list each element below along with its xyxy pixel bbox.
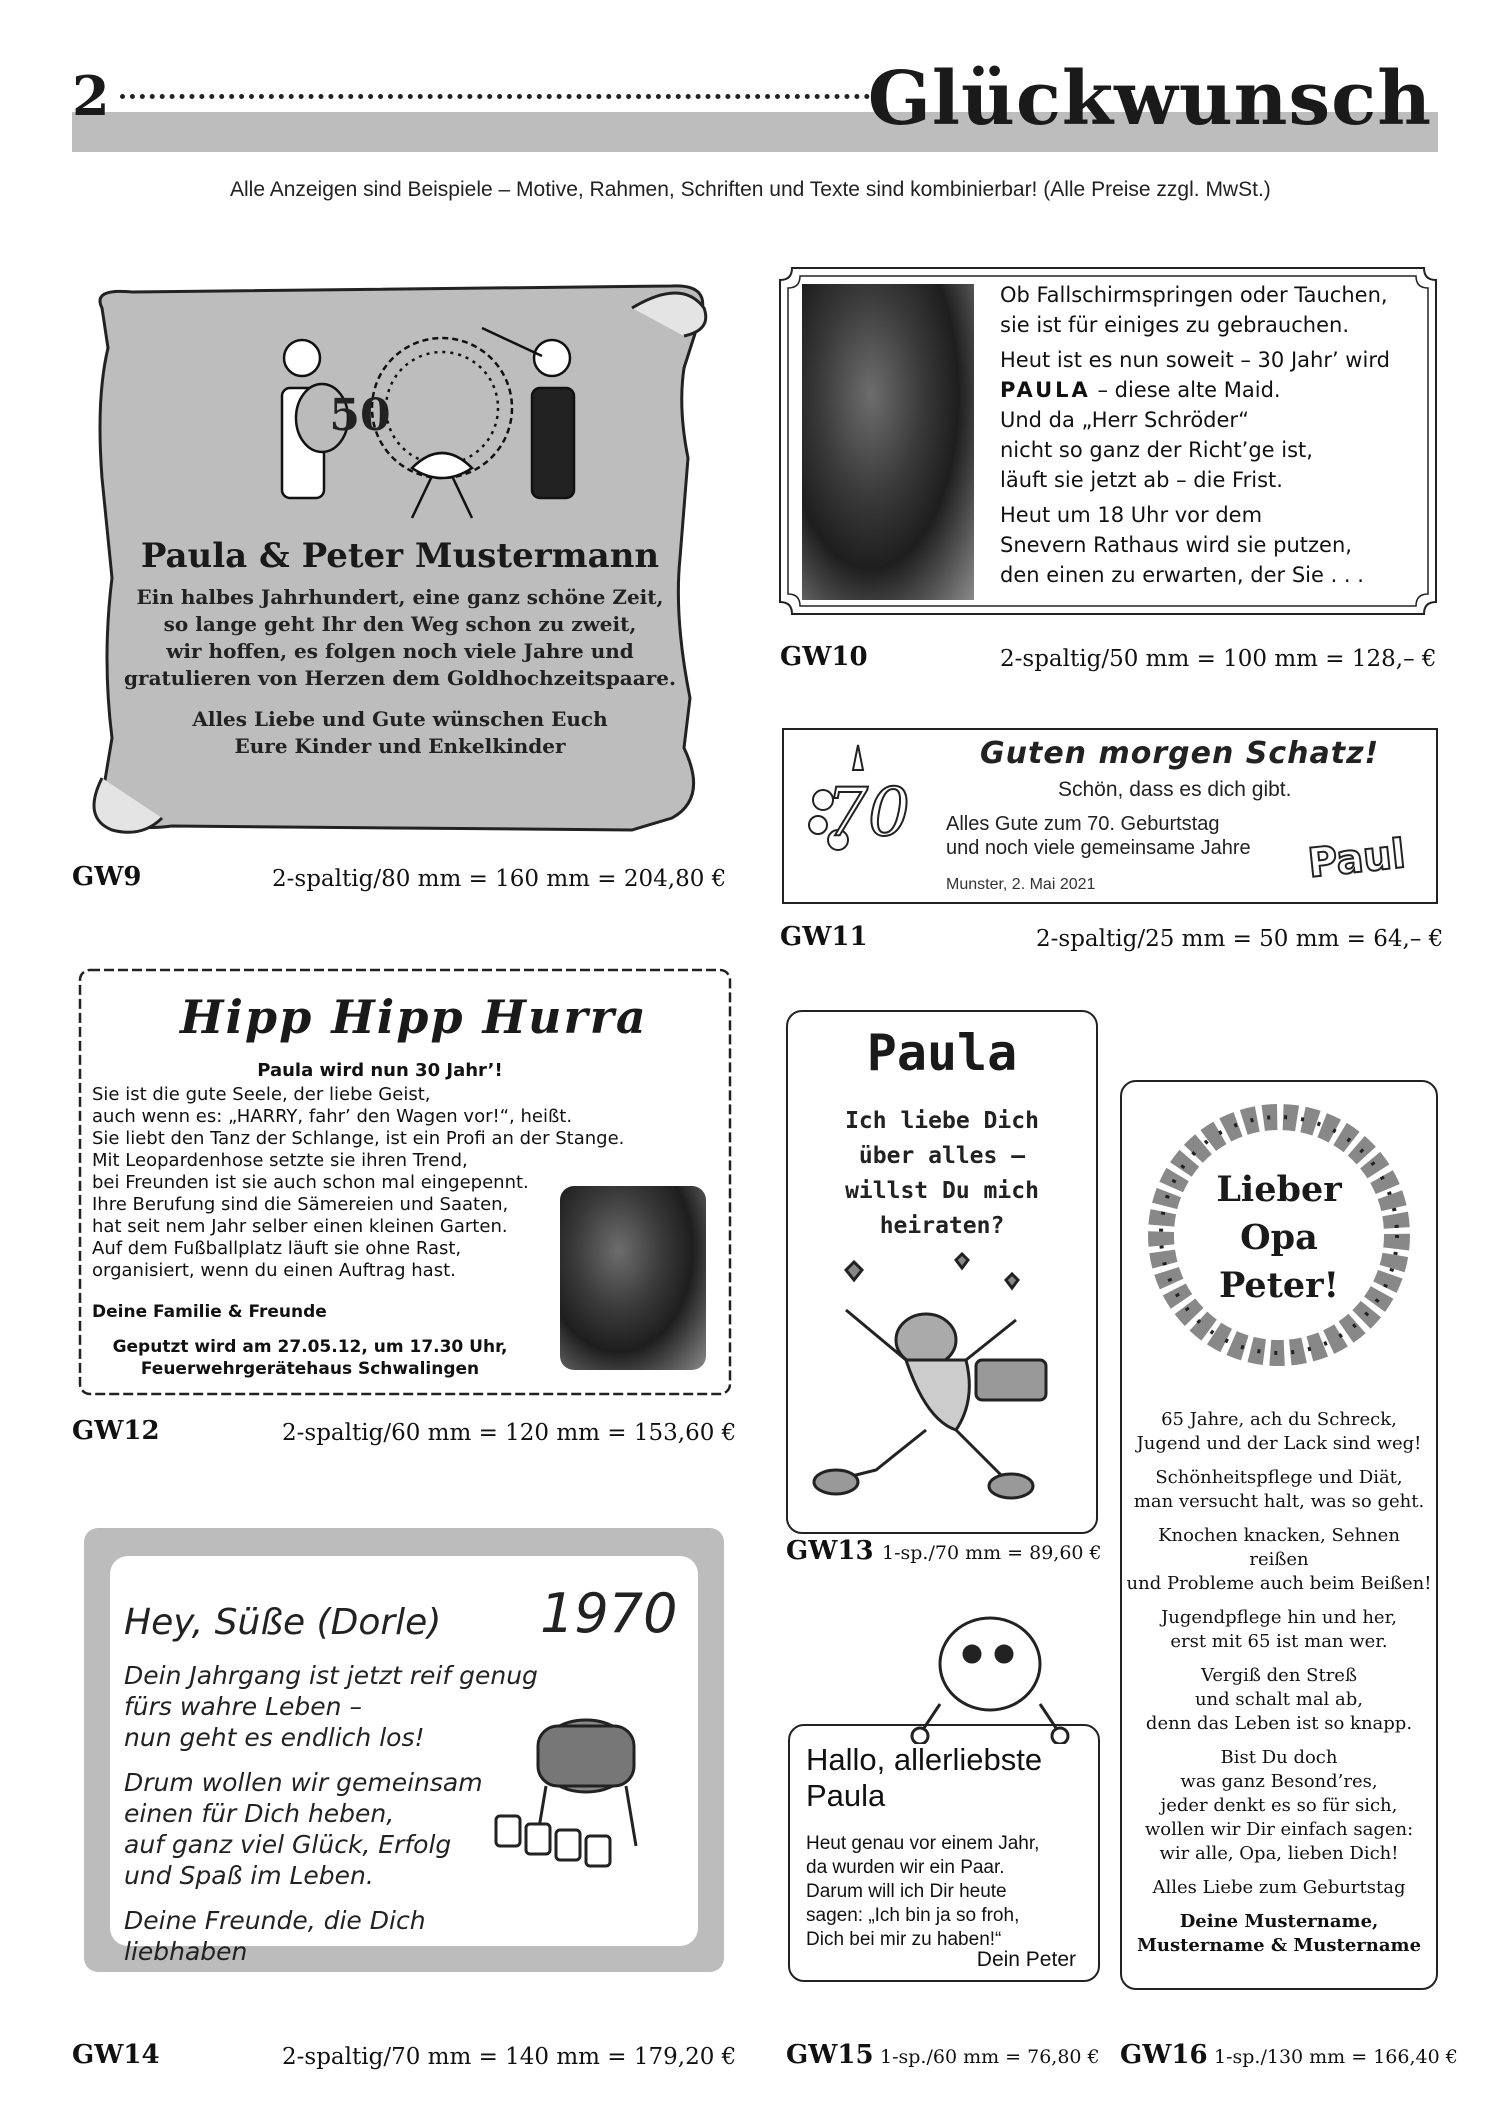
gw12-line: Auf dem Fußballplatz läuft sie ohne Rast, <box>92 1238 462 1259</box>
gw9-line: wir hoffen, es folgen noch viele Jahre und <box>166 639 634 663</box>
gw12-line: Ihre Berufung sind die Sämereien und Saaten, <box>92 1194 509 1215</box>
gw15-headline-line: Paula <box>806 1778 886 1813</box>
gw14-poem <box>124 1660 544 1981</box>
gw16-signature-line: Deine Mustername, <box>1179 1911 1379 1932</box>
gw9-price: 2-spaltig/80 mm = 160 mm = 204,80 € <box>272 866 727 892</box>
gw12-signature: Deine Familie & Freunde <box>92 1302 327 1322</box>
gw16-line: jeder denkt es so für sich, <box>1160 1795 1398 1816</box>
gw13-message <box>786 1104 1098 1244</box>
gw9-closing <box>110 706 690 760</box>
gw14-line: auf ganz viel Glück, Erfolg <box>124 1830 452 1859</box>
gw11-code: GW11 <box>780 922 868 952</box>
gw16-line: Jugendpflege hin und her, <box>1161 1607 1397 1628</box>
gw15-code: GW15 <box>786 2040 874 2070</box>
gw13-line: Ich liebe Dich <box>845 1108 1039 1134</box>
jumping-figure-illustration <box>806 1250 1076 1510</box>
gw16-wreath-text <box>1120 1166 1438 1310</box>
gw16-closing: Alles Liebe zum Geburtstag <box>1152 1877 1406 1898</box>
gw12-line: bei Freunden ist sie auch schon mal eingepennt. <box>92 1172 529 1193</box>
gw13-name: Paula <box>866 1024 1018 1082</box>
gw11-lines <box>946 812 1251 860</box>
flower-bouquet-icon <box>798 740 918 860</box>
page-title: Glückwunsch <box>867 56 1432 142</box>
page-subtitle: Alle Anzeigen sind Beispiele – Motive, Rahmen, Schriften und Texte sind kombinierbar! (Alle Preise zzgl. MwSt.) <box>230 178 1271 201</box>
gw16-line: wir alle, Opa, lieben Dich! <box>1159 1843 1399 1864</box>
gw10-name: PAULA <box>1000 378 1091 402</box>
gw15-price: 1-sp./60 mm = 76,80 € <box>880 2046 1100 2068</box>
gw14-headline: Hey, Süße (Dorle) <box>124 1602 442 1643</box>
gw12-line: organisiert, wenn du einen Auftrag hast. <box>92 1260 456 1281</box>
page-number: 2 <box>72 64 110 128</box>
gw14-line: und Spaß im Leben. <box>124 1861 374 1890</box>
gw15-poem <box>806 1832 1092 1952</box>
gw14-line: nun geht es endlich los! <box>124 1723 425 1752</box>
gw10-line: Ob Fallschirmspringen oder Tauchen, <box>1000 283 1388 307</box>
gw13-line: willst Du mich <box>845 1178 1039 1204</box>
gw14-year: 1970 <box>540 1582 678 1645</box>
gw15-line: Dich bei mir zu haben!“ <box>806 1929 1002 1950</box>
gw12-line: Mit Leopardenhose setzte sie ihren Trend, <box>92 1150 468 1171</box>
gw9-line: gratulieren von Herzen dem Goldhochzeitspaare. <box>124 666 676 690</box>
mouse-character-illustration <box>900 1604 1080 1744</box>
gw15-signature: Dein Peter <box>976 1948 1076 1971</box>
gw10-line: Heut um 18 Uhr vor dem <box>1000 503 1263 527</box>
gw10-line: Snevern Rathaus wird sie putzen, <box>1000 533 1352 557</box>
gw11-badge: 70 <box>826 774 910 851</box>
gw13-line: heiraten? <box>879 1213 1005 1239</box>
gw16-signature-line: Mustername & Mustername <box>1136 1935 1422 1956</box>
gw16-line: 65 Jahre, ach du Schreck, <box>1161 1409 1397 1430</box>
gw10-line: den einen zu erwarten, der Sie . . . <box>1000 563 1364 587</box>
gw16-line: was ganz Besond’res, <box>1180 1771 1378 1792</box>
gw16-wreath-line: Lieber <box>1216 1169 1342 1210</box>
gw16-line: Vergiß den Streß <box>1201 1665 1357 1686</box>
gw16-line: denn das Leben ist so knapp. <box>1145 1713 1413 1734</box>
gw9-closing-line: Alles Liebe und Gute wünschen Euch <box>192 707 608 731</box>
gw15-line: da wurden wir ein Paar. <box>806 1857 1005 1878</box>
gw10-price: 2-spaltig/50 mm = 100 mm = 128,– € <box>1000 646 1437 672</box>
gw16-line: Bist Du doch <box>1220 1747 1338 1768</box>
gw11-date: Munster, 2. Mai 2021 <box>946 876 1096 893</box>
gw11-price: 2-spaltig/25 mm = 50 mm = 64,– € <box>1036 926 1444 952</box>
gw16-line: man versucht halt, was so geht. <box>1133 1491 1425 1512</box>
gw15-line: sagen: „Ich bin ja so froh, <box>806 1905 1020 1926</box>
gw12-line: hat seit nem Jahr selber einen kleinen Garten. <box>92 1216 508 1237</box>
gw16-poem <box>1126 1408 1432 1968</box>
gw10-line: Und da „Herr Schröder“ <box>1000 408 1249 432</box>
gw15-headline-line: Hallo, allerliebste <box>806 1742 1043 1777</box>
gw16-code: GW16 <box>1120 2040 1208 2070</box>
gw16-line: Schönheitspflege und Diät, <box>1155 1467 1403 1488</box>
gw11-headline: Guten morgen Schatz! <box>980 736 1380 771</box>
gw16-price: 1-sp./130 mm = 166,40 € <box>1214 2046 1458 2068</box>
gw12-photo <box>560 1186 706 1370</box>
gw14-line: fürs wahre Leben – <box>124 1692 362 1721</box>
gw12-footer-line: Feuerwehrgerätehaus Schwalingen <box>140 1359 480 1379</box>
gw15-headline <box>806 1742 1042 1814</box>
gw14-line: Dein Jahrgang ist jetzt reif genug <box>124 1661 538 1690</box>
gw13-line: über alles – <box>858 1143 1026 1169</box>
gw12-line: Sie ist die gute Seele, der liebe Geist, <box>92 1084 431 1105</box>
gw10-line: sie ist für einiges zu gebrauchen. <box>1000 313 1349 337</box>
gw9-line: Ein halbes Jahrhundert, eine ganz schöne Zeit, <box>136 585 664 609</box>
gw16-line: erst mit 65 ist man wer. <box>1170 1631 1388 1652</box>
gw16-line: und schalt mal ab, <box>1194 1689 1364 1710</box>
gw14-signature: Deine Freunde, die Dich liebhaben <box>124 1906 426 1966</box>
gw11-line1: Schön, dass es dich gibt. <box>1058 778 1292 801</box>
gw10-line: – diese alte Maid. <box>1090 378 1281 402</box>
gw13-code: GW13 <box>786 1536 874 1566</box>
gw14-line: Drum wollen wir gemeinsam <box>124 1768 483 1797</box>
gw14-line: einen für Dich heben, <box>124 1799 395 1828</box>
gw11-line3: und noch viele gemeinsame Jahre <box>946 837 1251 859</box>
beer-barrel-illustration <box>486 1706 666 1876</box>
gw9-couple-name: Paula & Peter Mustermann <box>140 536 660 576</box>
gw14-price: 2-spaltig/70 mm = 140 mm = 179,20 € <box>282 2044 737 2070</box>
gw10-photo <box>802 284 974 600</box>
gw9-badge: 50 <box>329 390 391 441</box>
gw11-line2: Alles Gute zum 70. Geburtstag <box>946 813 1220 835</box>
gw16-wreath-line: Peter! <box>1219 1265 1339 1306</box>
gw12-headline: Hipp Hipp Hurra <box>180 990 648 1044</box>
gw12-footer-line: Geputzt wird am 27.05.12, um 17.30 Uhr, <box>112 1337 508 1357</box>
gw10-line: läuft sie jetzt ab – die Frist. <box>1000 468 1283 492</box>
gw14-code: GW14 <box>72 2040 160 2070</box>
gw9-text <box>110 536 690 774</box>
gw12-subhead: Paula wird nun 30 Jahr’! <box>257 1060 503 1081</box>
gw16-wreath-line: Opa <box>1240 1217 1318 1258</box>
gw10-code: GW10 <box>780 642 868 672</box>
header-dotted-leader <box>120 94 880 99</box>
gw9-line: so lange geht Ihr den Weg schon zu zweit, <box>163 612 637 636</box>
gw12-line: auch wenn es: „HARRY, fahr’ den Wagen vor!“, heißt. <box>92 1106 573 1127</box>
gw12-line: Sie liebt den Tanz der Schlange, ist ein Profi an der Stange. <box>92 1128 625 1149</box>
gw16-line: Jugend und der Lack sind weg! <box>1136 1433 1422 1454</box>
gw9-code: GW9 <box>72 862 142 892</box>
gw15-line: Heut genau vor einem Jahr, <box>806 1833 1040 1854</box>
gw12-code: GW12 <box>72 1416 160 1446</box>
gw16-line: wollen wir Dir einfach sagen: <box>1144 1819 1414 1840</box>
gw16-line: und Probleme auch beim Beißen! <box>1126 1573 1432 1594</box>
gw13-price: 1-sp./70 mm = 89,60 € <box>882 1542 1102 1564</box>
gw15-line: Darum will ich Dir heute <box>806 1881 1007 1902</box>
gw10-line: Heut ist es nun soweit – 30 Jahr’ wird <box>1000 348 1390 372</box>
gw16-line: Knochen knacken, Sehnen reißen <box>1158 1525 1400 1570</box>
gw9-poem <box>110 584 690 692</box>
gw12-price: 2-spaltig/60 mm = 120 mm = 153,60 € <box>282 1420 737 1446</box>
gw9-closing-line: Eure Kinder und Enkelkinder <box>234 734 566 758</box>
gw12-footer <box>100 1336 520 1380</box>
gw10-line: nicht so ganz der Richt’ge ist, <box>1000 438 1313 462</box>
gw10-poem <box>1000 280 1420 595</box>
gw11-signature: Paul <box>1305 831 1408 887</box>
